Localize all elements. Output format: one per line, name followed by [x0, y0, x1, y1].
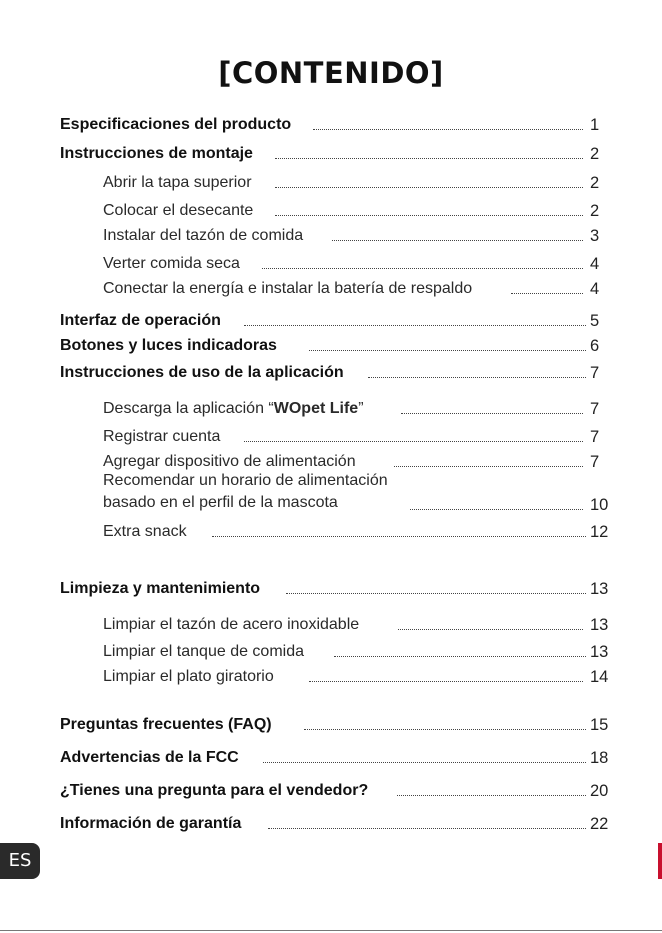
toc-entry-app-instrucciones[interactable] [0, 360, 662, 384]
toc-label: Botones y luces indicadoras [60, 337, 277, 354]
toc-entry-desecante[interactable] [0, 198, 662, 222]
toc-label: Información de garantía [60, 815, 242, 832]
toc-label: Agregar dispositivo de alimentación [103, 453, 356, 470]
toc-label: Instrucciones de montaje [60, 145, 253, 162]
toc-dot-leader [309, 681, 583, 682]
toc-page-number: 5 [590, 312, 600, 330]
toc-page-number: 2 [590, 174, 600, 192]
toc-label: Especificaciones del producto [60, 116, 292, 133]
toc-label: Limpieza y mantenimiento [60, 580, 261, 597]
toc-page-number: 2 [590, 202, 600, 220]
toc-dot-leader [286, 593, 586, 594]
toc-page-number: 18 [590, 749, 609, 767]
toc-entry-abrir-tapa[interactable] [0, 170, 662, 194]
toc-entry-registrar-cuenta[interactable] [0, 424, 662, 448]
toc-page-number: 13 [590, 616, 609, 634]
toc-label [103, 400, 364, 418]
toc-entry-descarga-app[interactable] [0, 396, 662, 420]
toc-dot-leader [212, 536, 586, 537]
toc-dot-leader [244, 325, 586, 326]
toc-page-number: 7 [590, 428, 600, 446]
toc-page-number: 4 [590, 280, 600, 298]
toc-page-number: 10 [590, 496, 609, 514]
language-tab: ES [0, 843, 40, 879]
toc-entry-faq[interactable] [0, 712, 662, 736]
toc-dot-leader [334, 656, 586, 657]
toc-dot-leader [332, 240, 583, 241]
toc-dot-leader [397, 795, 586, 796]
toc-entry-limpiar-tanque[interactable] [0, 639, 662, 663]
toc-label: Instalar del tazón de comida [103, 227, 304, 244]
toc-label: Advertencias de la FCC [60, 749, 239, 766]
toc-page-number: 3 [590, 227, 600, 245]
toc-entry-comida-seca[interactable] [0, 251, 662, 275]
toc-dot-leader [268, 828, 586, 829]
toc-entry-limpiar-tazon[interactable] [0, 612, 662, 636]
toc-dot-leader [263, 762, 586, 763]
toc-page-number: 14 [590, 668, 609, 686]
toc-dot-leader [511, 293, 583, 294]
toc-label-line-1: Recomendar un horario de alimentación [103, 472, 388, 489]
toc-page-number: 13 [590, 580, 609, 598]
toc-entry-limpieza[interactable] [0, 576, 662, 600]
toc-dot-leader [401, 413, 583, 414]
toc-label: Limpiar el plato giratorio [103, 668, 274, 685]
toc-entry-limpiar-plato[interactable] [0, 664, 662, 688]
toc-dot-leader [368, 377, 586, 378]
toc-page-number: 22 [590, 815, 609, 833]
toc-label: Colocar el desecante [103, 202, 254, 219]
toc-entry-fcc[interactable] [0, 745, 662, 769]
toc-dot-leader [309, 350, 586, 351]
toc-label: Abrir la tapa superior [103, 174, 252, 191]
toc-page-number: 6 [590, 337, 600, 355]
toc-label: Verter comida seca [103, 255, 240, 272]
toc-label: ¿Tienes una pregunta para el vendedor? [60, 782, 369, 799]
toc-label-line-2: basado en el perfil de la mascota [103, 494, 338, 511]
toc-label-suffix: ” [358, 400, 364, 417]
toc-page-number: 2 [590, 145, 600, 163]
toc-entry-montaje[interactable] [0, 141, 662, 165]
toc-page-number: 13 [590, 643, 609, 661]
app-brand-name: WOpet Life [273, 400, 359, 417]
toc-label: Conectar la energía e instalar la batería de respaldo [103, 280, 473, 297]
toc-page-number: 4 [590, 255, 600, 273]
toc-label: Extra snack [103, 523, 187, 540]
toc-label [103, 470, 388, 514]
toc-label: Registrar cuenta [103, 428, 221, 445]
toc-dot-leader [398, 629, 583, 630]
toc-dot-leader [304, 729, 586, 730]
toc-label: Interfaz de operación [60, 312, 221, 329]
toc-dot-leader [275, 158, 583, 159]
toc-entry-garantia[interactable] [0, 811, 662, 835]
toc-label: Limpiar el tanque de comida [103, 643, 305, 660]
page-title: [CONTENIDO] [218, 56, 444, 90]
toc-label: Instrucciones de uso de la aplicación [60, 364, 344, 381]
toc-dot-leader [262, 268, 583, 269]
toc-dot-leader [244, 441, 583, 442]
toc-label: Preguntas frecuentes (FAQ) [60, 716, 272, 733]
toc-dot-leader [394, 466, 583, 467]
toc-entry-recomendar-horario[interactable] [0, 472, 662, 516]
toc-page-number: 12 [590, 523, 609, 541]
toc-page-number: 7 [590, 453, 600, 471]
toc-entry-botones[interactable] [0, 333, 662, 357]
toc-page-number: 20 [590, 782, 609, 800]
toc-entry-tazon-comida[interactable] [0, 223, 662, 247]
toc-page-number: 7 [590, 400, 600, 418]
toc-page-number: 7 [590, 364, 600, 382]
toc-dot-leader [313, 129, 583, 130]
edge-marker [658, 843, 662, 879]
page-bottom-rule [0, 930, 662, 931]
toc-entry-pregunta-vendedor[interactable] [0, 778, 662, 802]
toc-entry-extra-snack[interactable] [0, 519, 662, 543]
toc-dot-leader [275, 187, 583, 188]
toc-entry-energia-bateria[interactable] [0, 276, 662, 300]
toc-dot-leader [410, 509, 583, 510]
toc-label-prefix: Descarga la aplicación “ [103, 400, 274, 417]
toc-label: Limpiar el tazón de acero inoxidable [103, 616, 360, 633]
toc-page-number: 15 [590, 716, 609, 734]
toc-dot-leader [275, 215, 583, 216]
toc-entry-interfaz[interactable] [0, 308, 662, 332]
toc-page-number: 1 [590, 116, 600, 134]
toc-entry-especificaciones[interactable] [0, 112, 662, 136]
